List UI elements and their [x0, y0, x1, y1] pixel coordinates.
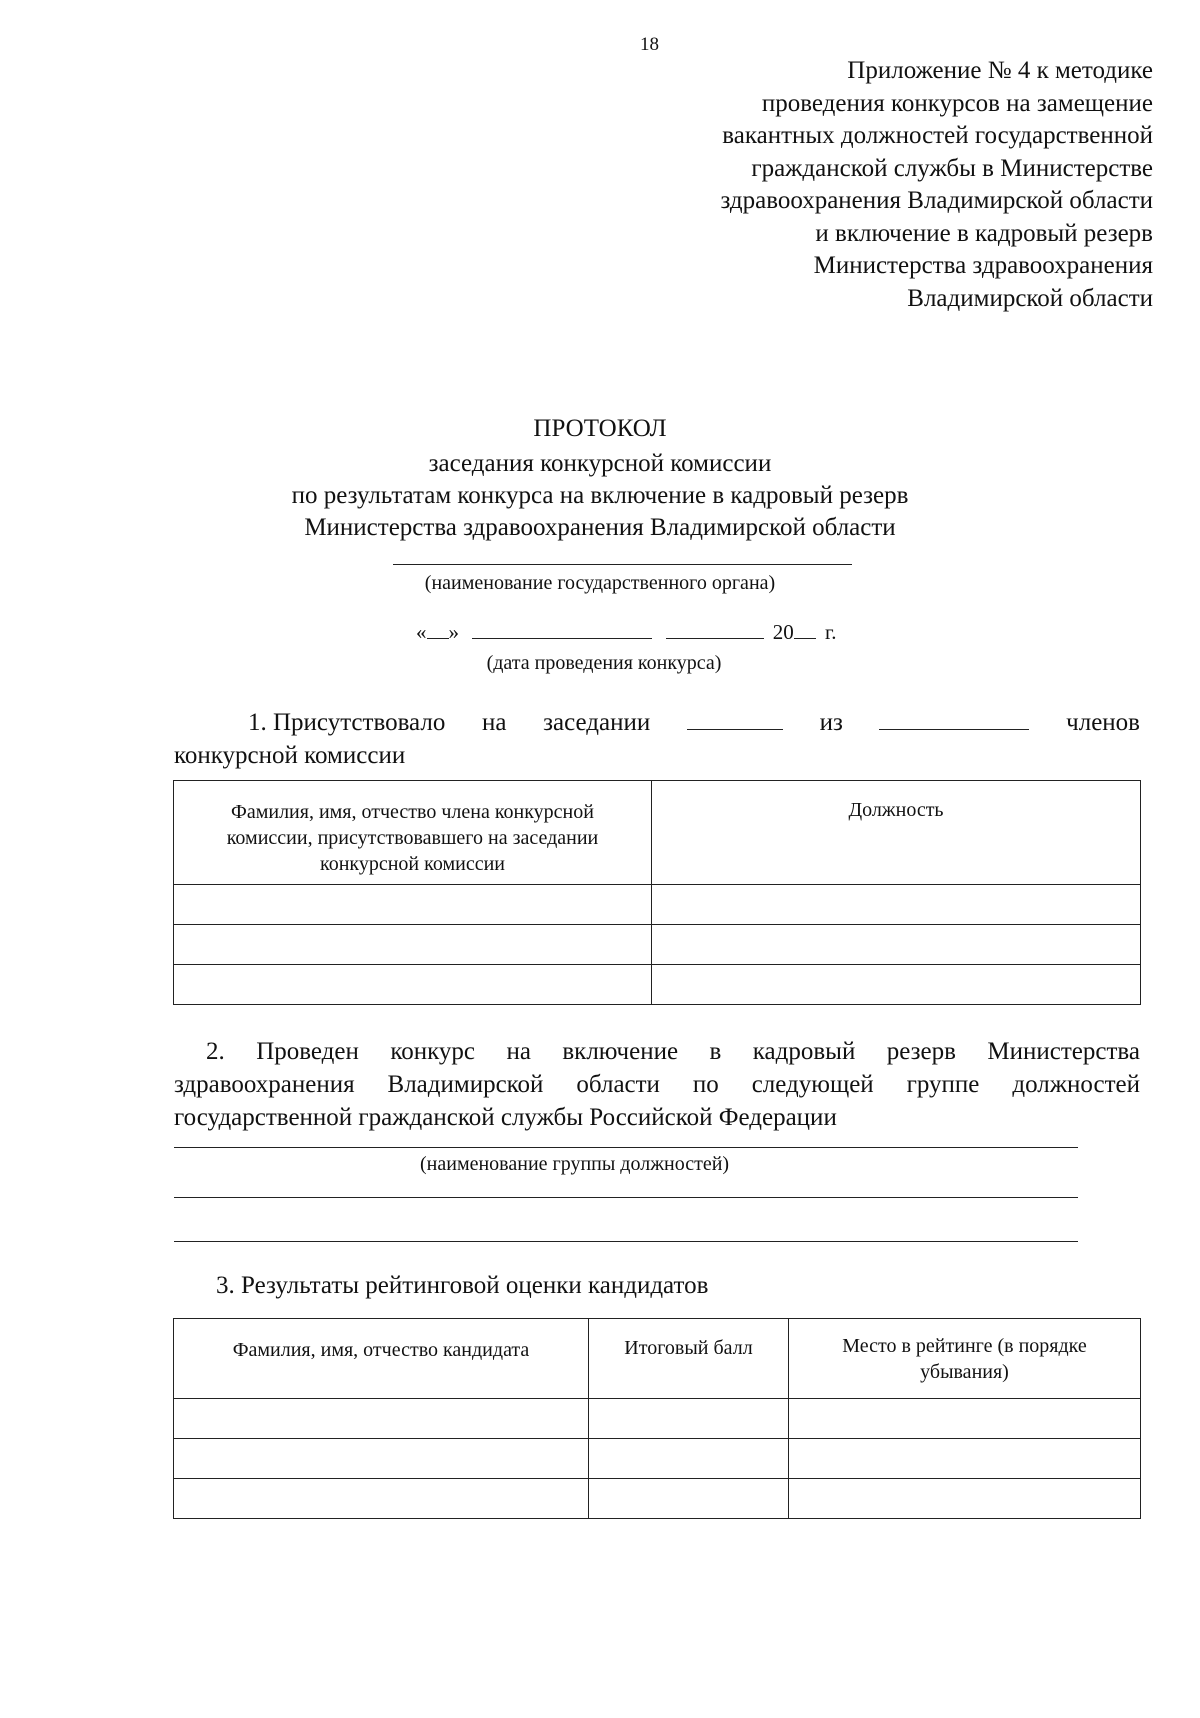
date-open-quote: « [416, 620, 427, 644]
table-header-row [174, 1319, 1141, 1399]
table-row [174, 965, 1141, 1005]
appendix-line: Министерства здравоохранения [813, 252, 1153, 279]
date-day-blank[interactable] [427, 637, 449, 639]
table-cell[interactable] [789, 1439, 1141, 1479]
present-count-blank[interactable] [687, 728, 783, 730]
table-cell[interactable] [789, 1399, 1141, 1439]
table-cell[interactable] [589, 1439, 789, 1479]
table-cell[interactable] [174, 965, 652, 1005]
section-1-word: заседании [543, 709, 651, 736]
date-year-suffix: г. [825, 620, 837, 644]
table-header-cell [789, 1319, 1141, 1399]
table-cell[interactable] [174, 925, 652, 965]
candidate-name-header: Фамилия, имя, отчество кандидата [232, 1339, 530, 1361]
subtitle-line: заседания конкурсной комиссии [428, 450, 772, 477]
table-cell[interactable] [174, 1399, 589, 1439]
section-3-heading: 3. Результаты рейтинговой оценки кандидатов [216, 1272, 709, 1299]
section-2-line: государственной гражданской службы Российской Федерации [174, 1104, 837, 1131]
position-group-blank[interactable] [174, 1197, 1078, 1198]
position-header: Должность [848, 799, 944, 821]
section-1 [174, 706, 1140, 772]
table-cell[interactable] [174, 1479, 589, 1519]
commission-members-table [173, 780, 1141, 1005]
table-cell[interactable] [174, 1439, 589, 1479]
date-month-blank-2[interactable] [666, 637, 764, 639]
date-line [416, 620, 837, 645]
table-cell[interactable] [652, 965, 1141, 1005]
section-1-word: членов [1066, 709, 1140, 736]
table-header-cell [589, 1319, 789, 1399]
table-row [174, 885, 1141, 925]
appendix-line: проведения конкурсов на замещение [761, 89, 1153, 117]
table-cell[interactable] [789, 1479, 1141, 1519]
table-header-cell [652, 781, 1141, 885]
appendix-line: Владимирской области [907, 284, 1153, 312]
total-count-blank[interactable] [879, 728, 1029, 730]
appendix-line: вакантных должностей государственной [722, 122, 1153, 149]
position-group-blank[interactable] [174, 1241, 1078, 1242]
candidate-rating-table [173, 1318, 1141, 1519]
appendix-line: Приложение № 4 к методике [847, 57, 1153, 84]
table-cell[interactable] [174, 885, 652, 925]
org-caption: (наименование государственного органа) [424, 572, 776, 594]
table-header-cell [174, 781, 652, 885]
table-cell[interactable] [652, 925, 1141, 965]
table-row [174, 1479, 1141, 1519]
table-header-row [174, 781, 1141, 885]
section-1-line-1 [174, 706, 1140, 739]
subtitle-line: по результатам конкурса на включение в кадровый резерв [291, 482, 909, 509]
section-1-word: из [819, 709, 843, 736]
table-cell[interactable] [589, 1399, 789, 1439]
date-year-prefix: 20 [772, 620, 794, 644]
section-1-line-2: конкурсной комиссии [174, 742, 406, 769]
section-1-word: 1. Присутствовало [248, 709, 446, 736]
table-row [174, 1399, 1141, 1439]
position-group-caption: (наименование группы должностей) [420, 1153, 730, 1175]
section-2-line: 2. Проведен конкурс на включение в кадровый резерв Министерства [206, 1038, 1140, 1065]
document-title: ПРОТОКОЛ [533, 415, 667, 442]
appendix-line: и включение в кадровый резерв [815, 219, 1153, 247]
total-score-header: Итоговый балл [624, 1337, 753, 1359]
section-2-line: здравоохранения Владимирской области по следующей группе должностей [174, 1071, 1140, 1098]
table-header-cell [174, 1319, 589, 1399]
position-group-blank[interactable] [174, 1147, 1078, 1148]
org-name-blank[interactable] [393, 564, 852, 565]
date-month-blank[interactable] [472, 637, 652, 639]
date-caption: (дата проведения конкурса) [486, 652, 722, 674]
subtitle-line: Министерства здравоохранения Владимирской области [304, 514, 896, 541]
table-cell[interactable] [652, 885, 1141, 925]
appendix-line: гражданской службы в Министерстве [751, 154, 1153, 182]
rating-place-header: Место в рейтинге (в порядке убывания) [842, 1335, 1087, 1383]
member-name-header: Фамилия, имя, отчество члена конкурсной комиссии, присутствовавшего на заседании конкурсной комиссии [226, 801, 599, 875]
appendix-line: здравоохранения Владимирской области [720, 187, 1153, 214]
section-1-word: на [482, 709, 507, 736]
table-row [174, 925, 1141, 965]
table-row [174, 1439, 1141, 1479]
section-2 [174, 1035, 1140, 1134]
date-year-blank[interactable] [794, 637, 816, 639]
page-number: 18 [640, 34, 659, 55]
appendix-header [593, 55, 1153, 315]
date-close-quote: » [448, 620, 459, 644]
table-cell[interactable] [589, 1479, 789, 1519]
